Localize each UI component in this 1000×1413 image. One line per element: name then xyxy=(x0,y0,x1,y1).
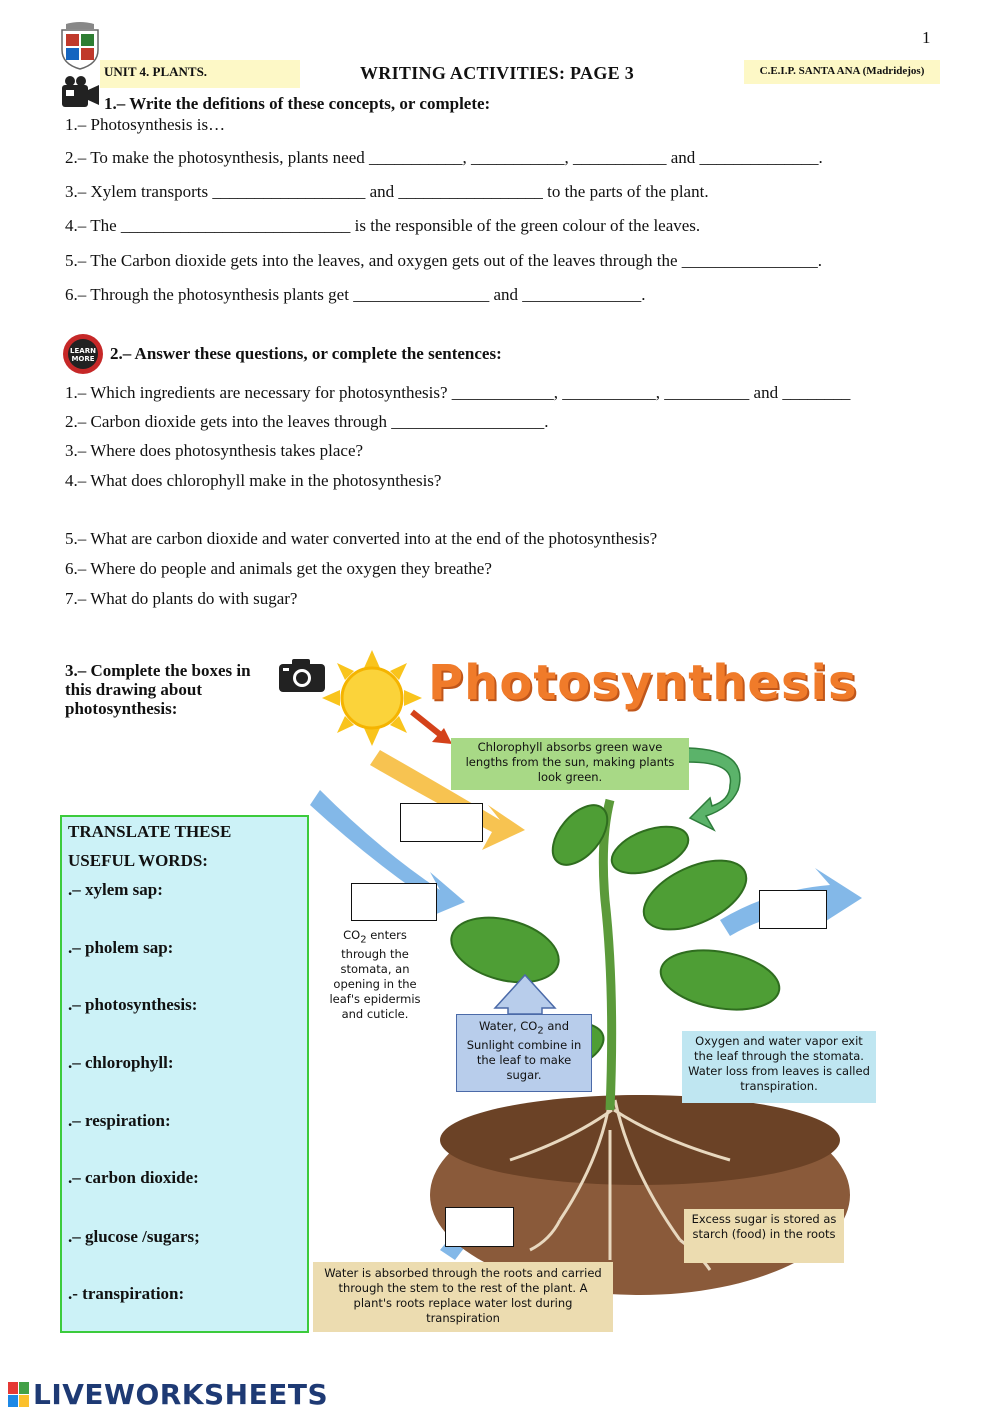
learn-more-badge-icon[interactable] xyxy=(61,332,105,381)
diagram-title: Photosynthesis xyxy=(428,655,858,711)
translate-words-panel xyxy=(60,815,309,1333)
section2-heading: 2.– Answer these questions, or complete the sentences: xyxy=(110,344,502,363)
page-number: 1 xyxy=(922,28,931,47)
school-label: C.E.I.P. SANTA ANA (Madridejos) xyxy=(744,60,940,84)
s1-item-3: 3.– Xylem transports __________________ and _________________ to the parts of the plant. xyxy=(65,182,709,201)
co2-caption xyxy=(324,928,426,1022)
translate-word: .- transpiration: xyxy=(68,1284,185,1303)
translate-word: .– xylem sap: xyxy=(68,880,163,899)
combine-caption-b: and Sunlight combine in the leaf to make sugar. xyxy=(466,1019,582,1083)
oxygen-caption: Oxygen and water vapor exit the leaf through the stomata. Water loss from leaves is called transpiration. xyxy=(682,1031,876,1103)
chlorophyll-curved-arrow xyxy=(688,748,740,830)
s2-item-4: 4.– What does chlorophyll make in the photosynthesis? xyxy=(65,471,442,490)
section3-heading-line-2: this drawing about xyxy=(65,680,202,699)
answer-box-water[interactable] xyxy=(445,1207,514,1247)
answer-box-oxygen[interactable] xyxy=(759,890,827,929)
stem xyxy=(603,800,611,1110)
section3-heading-line-3: photosynthesis: xyxy=(65,699,178,718)
translate-title-line-2: USEFUL WORDS: xyxy=(68,851,208,870)
water-caption: Water is absorbed through the roots and carried through the stem to the rest of the plant. A plant's roots replace water lost during transpiration xyxy=(313,1262,613,1332)
s1-item-5: 5.– The Carbon dioxide gets into the leaves, and oxygen gets out of the leaves through the ________________. xyxy=(65,251,822,270)
s2-item-2: 2.– Carbon dioxide gets into the leaves through __________________. xyxy=(65,412,549,431)
combine-caption-a: Water, CO xyxy=(478,1019,538,1033)
co2-caption-rest: enters through the stomata, an opening in the leaf's epidermis and cuticle. xyxy=(329,928,421,1022)
co2-caption-subscript: 2 xyxy=(360,934,367,946)
section3-heading xyxy=(65,661,251,718)
unit-label: UNIT 4. PLANTS. xyxy=(100,60,300,88)
s2-item-1: 1.– Which ingredients are necessary for photosynthesis? ____________, ___________, __________ and ________ xyxy=(65,383,851,402)
section1-heading: 1.– Write the defitions of these concepts, or complete: xyxy=(104,94,491,113)
s2-item-7: 7.– What do plants do with sugar? xyxy=(65,589,298,608)
chlorophyll-caption: Chlorophyll absorbs green wave lengths from the sun, making plants look green. xyxy=(451,738,689,790)
video-camera-icon[interactable] xyxy=(62,75,100,114)
combine-caption xyxy=(456,1014,592,1092)
s1-item-1: 1.– Photosynthesis is… xyxy=(65,115,226,134)
translate-word: .– photosynthesis: xyxy=(68,995,198,1014)
s2-item-5: 5.– What are carbon dioxide and water converted into at the end of the photosynthesis? xyxy=(65,529,658,548)
translate-word: .– chlorophyll: xyxy=(68,1053,174,1072)
translate-word: .– glucose /sugars; xyxy=(68,1227,200,1246)
co2-caption-prefix: CO xyxy=(343,928,361,942)
s1-item-4: 4.– The ___________________________ is the responsible of the green colour of the leaves. xyxy=(65,216,701,235)
svg-text:LEARN: LEARN xyxy=(70,347,96,355)
s1-item-2: 2.– To make the photosynthesis, plants need ___________, ___________, ___________ and ______________. xyxy=(65,148,823,167)
s2-item-6: 6.– Where do people and animals get the oxygen they breathe? xyxy=(65,559,492,578)
sugar-caption: Excess sugar is stored as starch (food) in the roots xyxy=(684,1209,844,1263)
answer-box-co2[interactable] xyxy=(351,883,437,921)
combine-caption-subscript: 2 xyxy=(537,1025,544,1037)
liveworksheets-logo-icon xyxy=(8,1382,30,1413)
translate-word: .– pholem sap: xyxy=(68,938,174,957)
s1-item-6: 6.– Through the photosynthesis plants get ________________ and ______________. xyxy=(65,285,646,304)
answer-box-sunlight[interactable] xyxy=(400,803,483,842)
s2-item-3: 3.– Where does photosynthesis takes place? xyxy=(65,441,364,460)
liveworksheets-brand: LIVEWORKSHEETS xyxy=(33,1378,329,1411)
translate-title-line-1: TRANSLATE THESE xyxy=(68,822,232,841)
section3-heading-line-1: 3.– Complete the boxes in xyxy=(65,661,251,680)
translate-word: .– respiration: xyxy=(68,1111,171,1130)
sun-ray-arrow xyxy=(412,712,452,744)
school-crest xyxy=(58,22,102,75)
sun-icon xyxy=(322,650,422,746)
svg-text:MORE: MORE xyxy=(71,355,95,363)
page-title: WRITING ACTIVITIES: PAGE 3 xyxy=(360,63,635,83)
translate-word: .– carbon dioxide: xyxy=(68,1168,199,1187)
